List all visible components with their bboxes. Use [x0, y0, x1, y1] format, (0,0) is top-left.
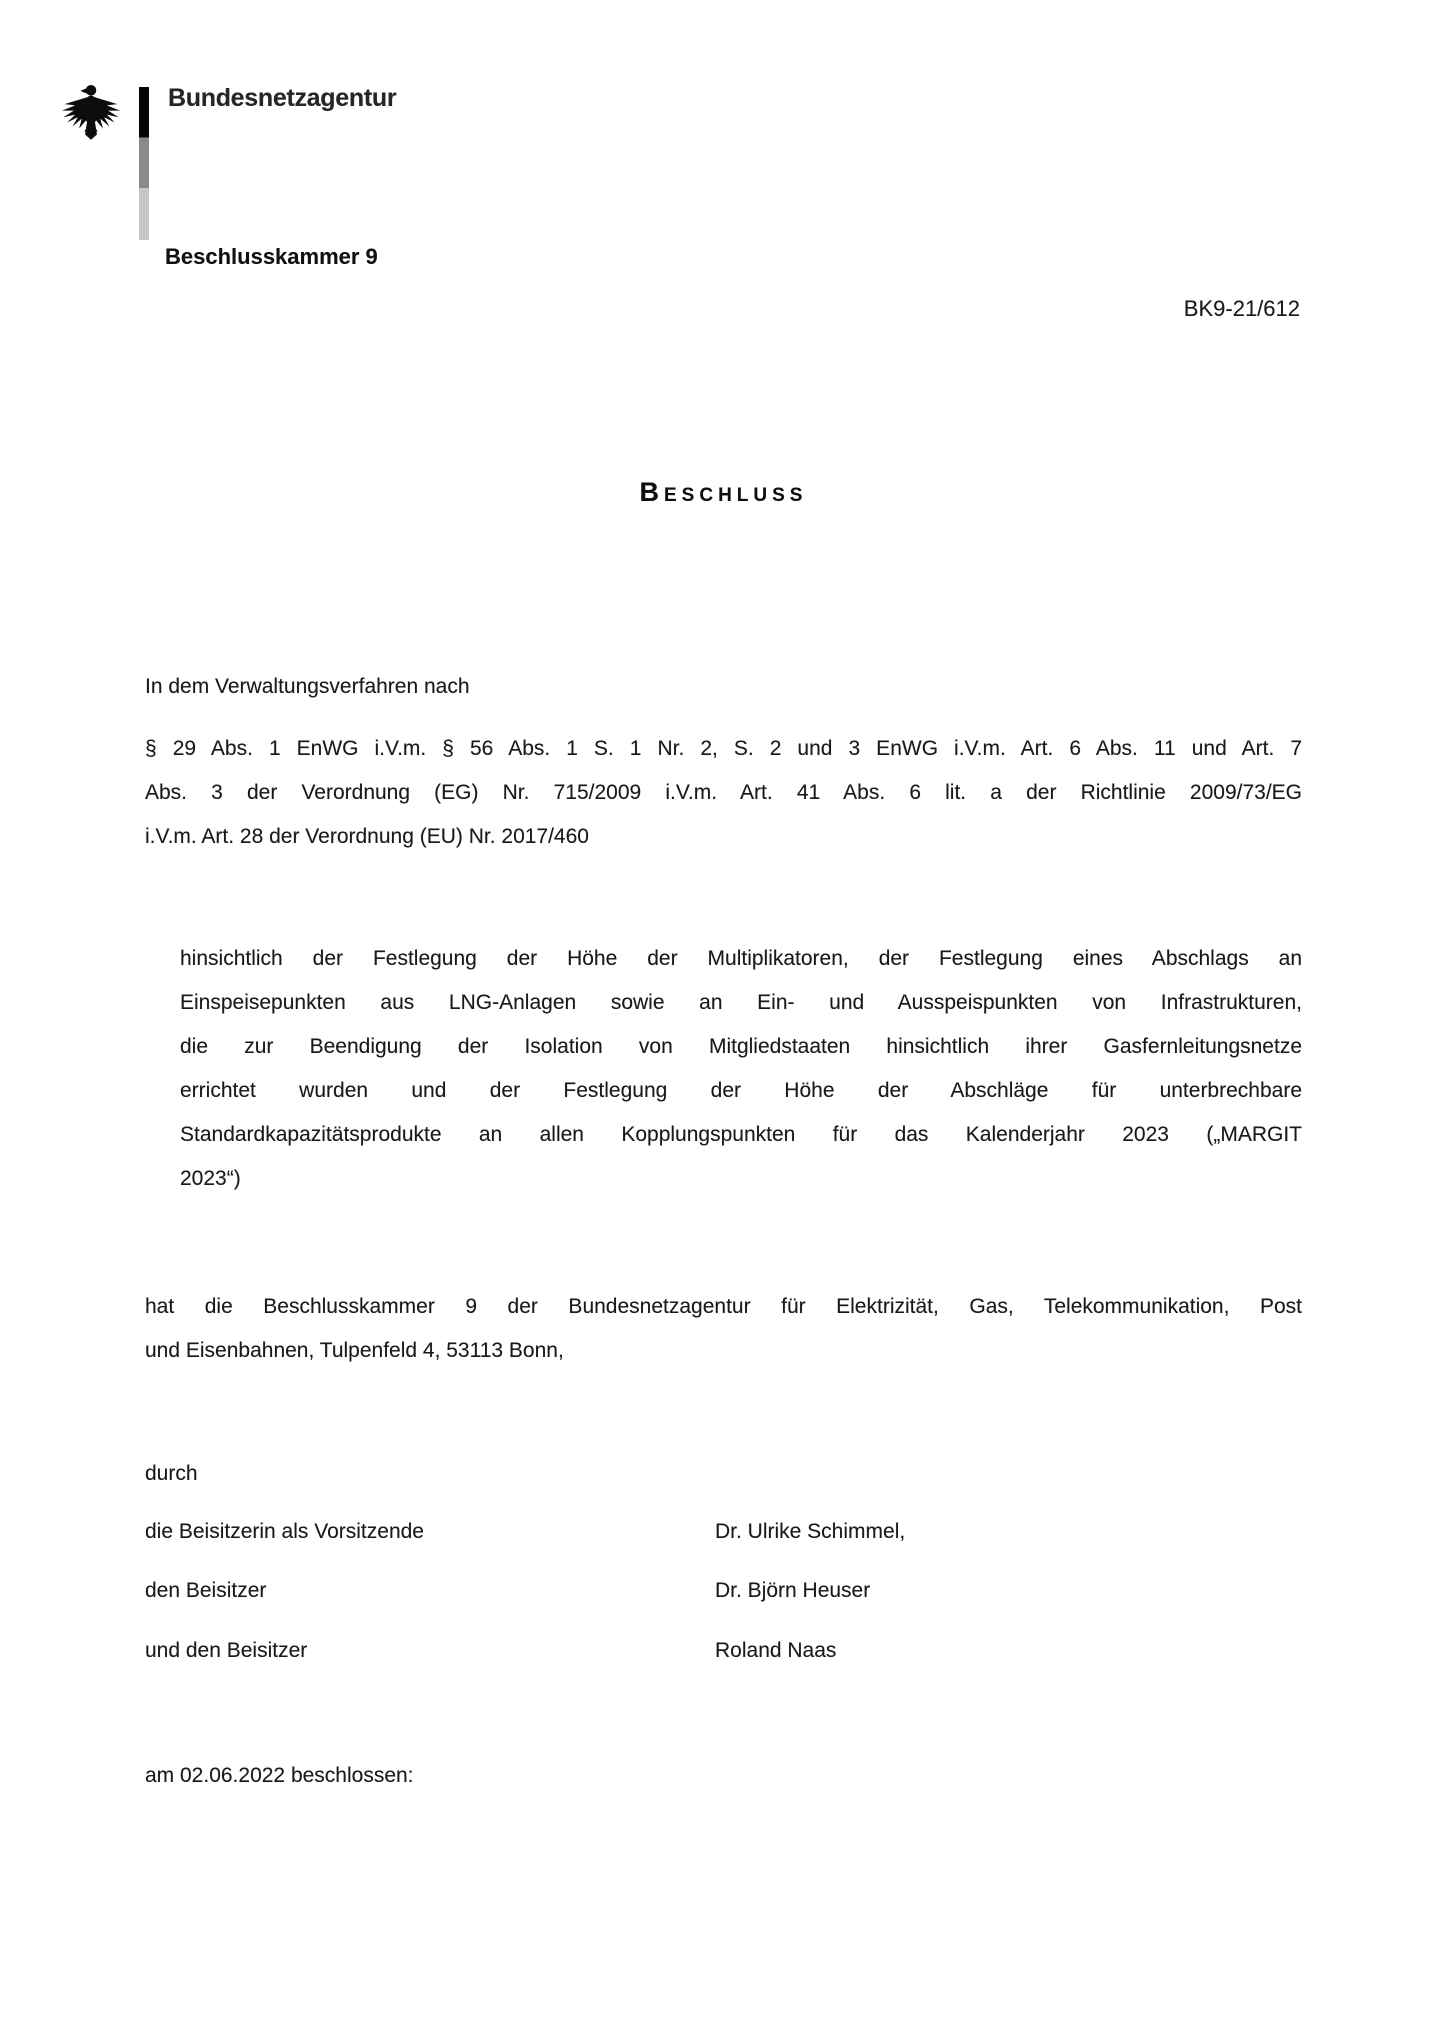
- panel-role: die Beisitzerin als Vorsitzende: [145, 1520, 424, 1543]
- text-line: § 29 Abs. 1 EnWG i.V.m. § 56 Abs. 1 S. 1 Nr. 2, S. 2 und 3 EnWG i.V.m. Art. 6 Abs. 11 und Art. 7: [145, 737, 1302, 760]
- panel-row: [145, 1510, 1302, 1554]
- durch-label: [145, 1452, 1302, 1496]
- panel-row: [145, 1569, 1302, 1613]
- document-title: Beschluss: [639, 477, 808, 507]
- text-line: hat die Beschlusskammer 9 der Bundesnetzagentur für Elektrizität, Gas, Telekommunikation, Post: [145, 1295, 1302, 1318]
- intro-line: In dem Verwaltungsverfahren nach: [145, 675, 470, 698]
- text-line: hinsichtlich der Festlegung der Höhe der Multiplikatoren, der Festlegung eines Abschlags an: [180, 947, 1302, 970]
- decision-date-text: am 02.06.2022 beschlossen:: [145, 1764, 414, 1787]
- text-line: 2023“): [180, 1167, 241, 1190]
- text-line: Abs. 3 der Verordnung (EG) Nr. 715/2009 i.V.m. Art. 41 Abs. 6 lit. a der Richtlinie 2009/73/EG: [145, 781, 1302, 804]
- intro-paragraph: [145, 665, 1302, 709]
- text-line: errichtet wurden und der Festlegung der Höhe der Abschläge für unterbrechbare: [180, 1079, 1302, 1102]
- logo-wordmark: Bundesnetzagentur: [168, 84, 397, 112]
- panel-name: Dr. Ulrike Schimmel,: [715, 1520, 906, 1543]
- panel-role: den Beisitzer: [145, 1579, 267, 1602]
- panel-name: Dr. Björn Heuser: [715, 1579, 871, 1602]
- text-line: Einspeisepunkten aus LNG-Anlagen sowie an Ein- und Ausspeispunkten von Infrastrukturen,: [180, 991, 1302, 1014]
- authority-paragraph: [145, 1285, 1302, 1373]
- logo-divider-bar: [139, 87, 149, 240]
- text-line: und Eisenbahnen, Tulpenfeld 4, 53113 Bonn,: [145, 1339, 564, 1362]
- panel-name: Roland Naas: [715, 1639, 837, 1662]
- text-line: die zur Beendigung der Isolation von Mitgliedstaaten hinsichtlich ihrer Gasfernleitungsnetze: [180, 1035, 1302, 1058]
- text-line: i.V.m. Art. 28 der Verordnung (EU) Nr. 2017/460: [145, 825, 589, 848]
- case-number: BK9-21/612: [1183, 296, 1300, 321]
- panel-row: [145, 1629, 1302, 1673]
- panel-role: und den Beisitzer: [145, 1639, 308, 1662]
- durch-line: durch: [145, 1462, 198, 1485]
- decision-date-line: [145, 1754, 1302, 1798]
- text-line: Standardkapazitätsprodukte an allen Kopplungspunkten für das Kalenderjahr 2023 („MARGIT: [180, 1123, 1302, 1146]
- subject-paragraph: [180, 937, 1302, 1201]
- legal-basis-paragraph: [145, 727, 1302, 859]
- chamber-label: Beschlusskammer 9: [165, 244, 378, 269]
- federal-eagle-icon: [58, 82, 124, 142]
